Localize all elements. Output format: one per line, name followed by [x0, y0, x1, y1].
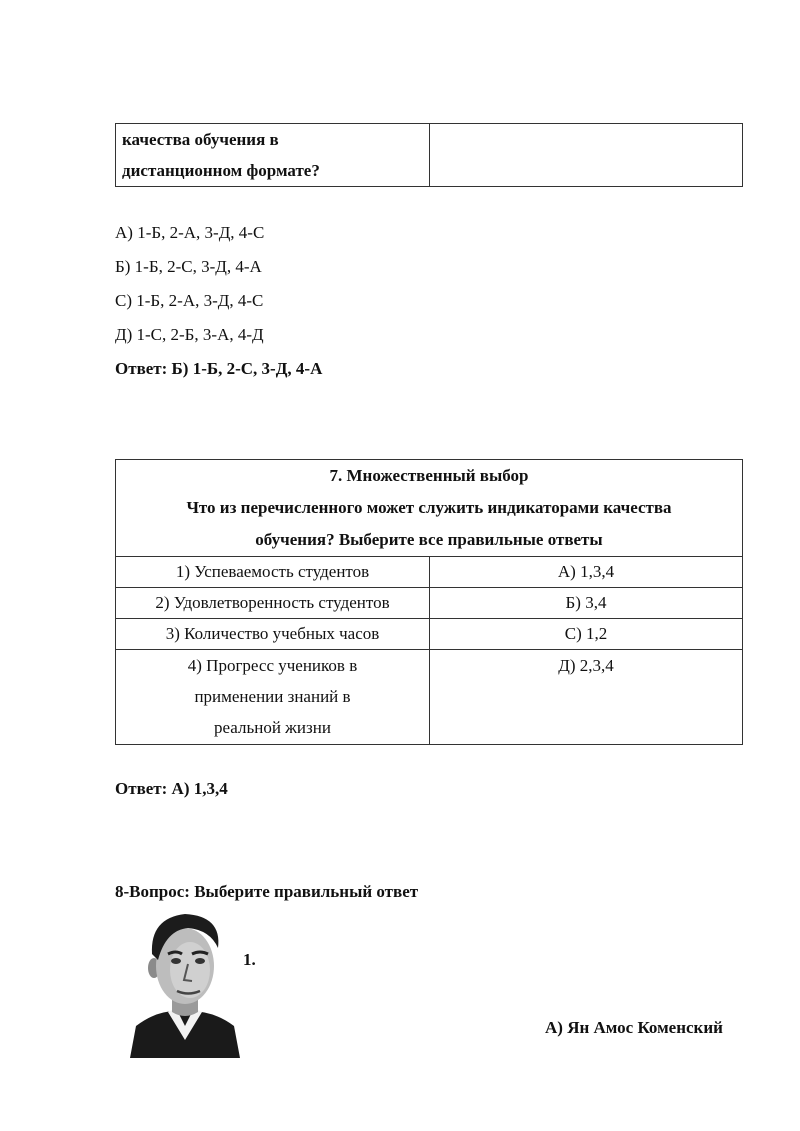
q7-item-2: 2) Удовлетворенность студентов	[116, 588, 430, 619]
q7-answer-a: А) 1,3,4	[430, 557, 743, 588]
portrait-photo	[130, 908, 240, 1058]
q6-table-line-2: дистанционном формате?	[122, 161, 320, 180]
q8-option-a: А) Ян Амос Коменский	[545, 1018, 723, 1037]
table-row	[116, 619, 743, 650]
table-row	[116, 650, 743, 745]
q6-option-c: С) 1-Б, 2-А, 3-Д, 4-С	[115, 291, 264, 310]
q8-item-number: 1.	[243, 950, 256, 969]
q7-answer-c: С) 1,2	[430, 619, 743, 650]
q7-item-4	[116, 650, 430, 745]
q6-option-b: Б) 1-Б, 2-С, 3-Д, 4-А	[115, 257, 262, 276]
q6-table-line-1: качества обучения в	[122, 130, 279, 149]
q7-answer: Ответ: А) 1,3,4	[115, 779, 228, 798]
q6-option-d: Д) 1-С, 2-Б, 3-А, 4-Д	[115, 325, 264, 344]
q6-table-empty-cell	[430, 124, 743, 187]
q7-item-3: 3) Количество учебных часов	[116, 619, 430, 650]
q7-question-line-2: обучения? Выберите все правильные ответы	[255, 530, 603, 549]
table-row	[116, 557, 743, 588]
q6-answer: Ответ: Б) 1-Б, 2-С, 3-Д, 4-А	[115, 359, 323, 378]
q7-item-1: 1) Успеваемость студентов	[116, 557, 430, 588]
q7-answer-d: Д) 2,3,4	[430, 650, 743, 745]
q7-item-4-line-3: реальной жизни	[214, 718, 331, 737]
q7-answer-b: Б) 3,4	[430, 588, 743, 619]
q8-title: 8-Вопрос: Выберите правильный ответ	[115, 882, 419, 901]
q7-item-4-line-1: 4) Прогресс учеников в	[187, 656, 358, 675]
q7-question-line-1: Что из перечисленного может служить индикаторами качества	[186, 498, 672, 517]
q6-option-a: А) 1-Б, 2-А, 3-Д, 4-С	[115, 223, 265, 242]
q6-table-question-cell	[116, 124, 430, 187]
q7-table	[115, 459, 743, 745]
table-row	[116, 588, 743, 619]
q7-item-4-line-2: применении знаний в	[194, 687, 351, 706]
q7-header-cell	[116, 460, 743, 557]
q7-title: 7. Множественный выбор	[329, 466, 529, 485]
q6-table	[115, 123, 743, 187]
